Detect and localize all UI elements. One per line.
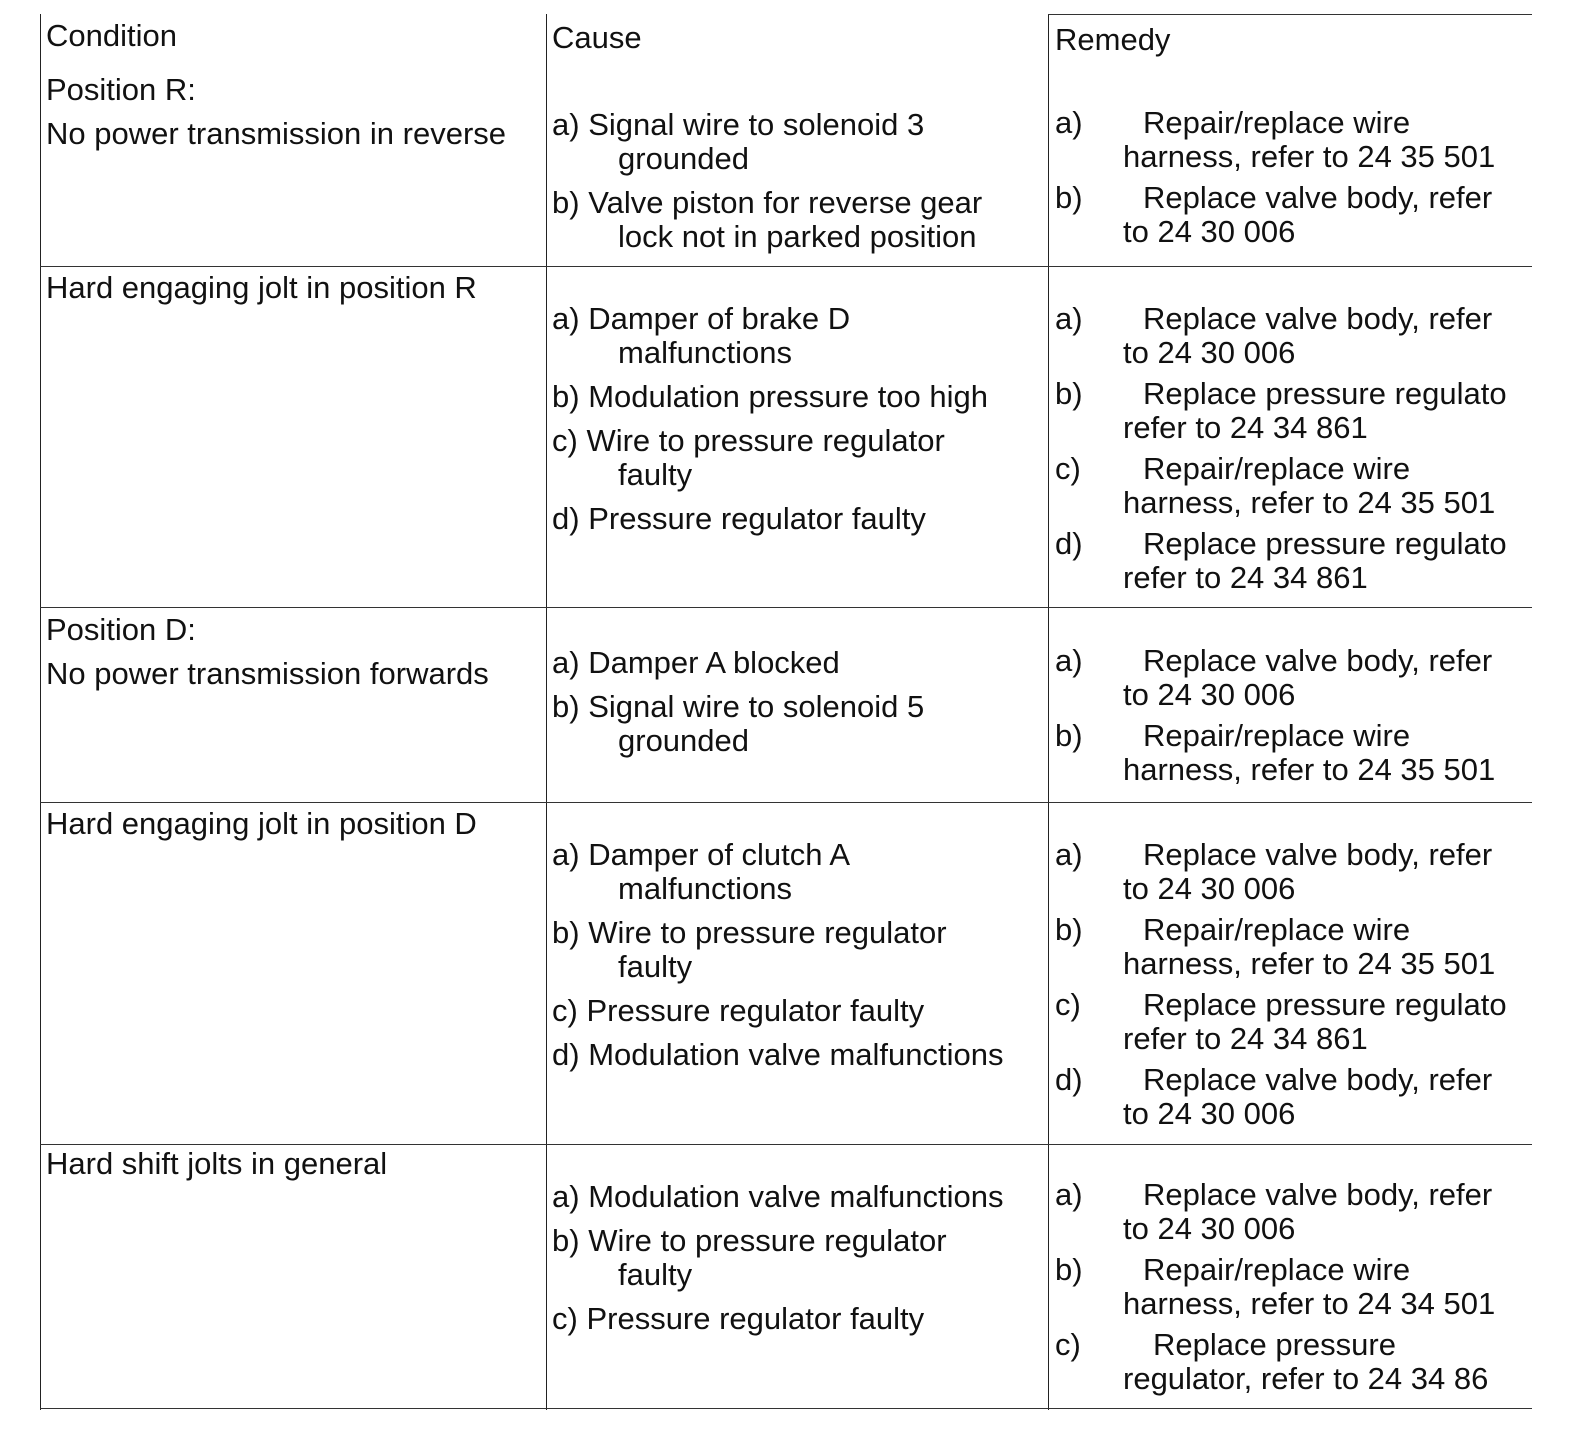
cause-text: Damper A blocked [588, 645, 840, 680]
remedy-item [1055, 181, 1495, 249]
cause-text: malfunctions [618, 335, 793, 370]
cause-text: Pressure regulator faulty [588, 501, 926, 536]
condition-cell [46, 72, 506, 152]
remedy-text: harness, refer to 24 35 501 [1123, 139, 1496, 174]
remedy-label: a) [1055, 105, 1083, 140]
remedy-label: b) [1055, 718, 1083, 753]
remedy-cell [1055, 838, 1507, 1138]
remedy-cell [1055, 644, 1495, 794]
remedy-text: Replace valve body, refer [1143, 180, 1493, 215]
cause-text: Damper of brake D [588, 301, 851, 336]
cause-label: d) [552, 501, 580, 536]
cause-text: malfunctions [618, 871, 793, 906]
cause-cell [552, 1180, 1003, 1346]
cause-label: c) [552, 993, 578, 1028]
cause-text: faulty [618, 457, 693, 492]
cause-text: faulty [618, 949, 693, 984]
cause-text: lock not in parked position [618, 219, 977, 254]
remedy-item [1055, 1253, 1495, 1321]
remedy-label: d) [1055, 1062, 1083, 1097]
cause-item [552, 1038, 1003, 1072]
cause-text: Damper of clutch A [588, 837, 851, 872]
header-cause: Cause [552, 20, 642, 55]
cause-item [552, 108, 982, 176]
cause-label: b) [552, 689, 580, 724]
cause-label: a) [552, 837, 580, 872]
remedy-text: Replace pressure regulato [1143, 987, 1507, 1022]
remedy-text: Repair/replace wire [1143, 451, 1411, 486]
remedy-text: to 24 30 006 [1123, 214, 1296, 249]
cause-label: b) [552, 185, 580, 220]
remedy-text: Repair/replace wire [1143, 912, 1411, 947]
condition-cell [46, 612, 489, 692]
remedy-cell [1055, 1178, 1495, 1403]
remedy-text: refer to 24 34 861 [1123, 1021, 1368, 1056]
remedy-item [1055, 527, 1507, 595]
condition-cell [46, 806, 477, 842]
condition-text: Hard engaging jolt in position D [46, 806, 477, 841]
remedy-cell [1055, 106, 1495, 256]
cause-item [552, 1302, 1003, 1336]
remedy-item [1055, 1328, 1495, 1396]
cause-item [552, 424, 988, 492]
cause-text: Modulation pressure too high [588, 379, 989, 414]
row-divider [40, 802, 1532, 803]
remedy-text: harness, refer to 24 35 501 [1123, 946, 1496, 981]
cause-item [552, 916, 1003, 984]
cause-text: Wire to pressure regulator [588, 915, 947, 950]
condition-text: Position D: [46, 612, 196, 647]
row-divider [40, 607, 1532, 608]
remedy-text: Replace valve body, refer [1143, 1177, 1493, 1212]
remedy-text: Repair/replace wire [1143, 718, 1411, 753]
cause-cell [552, 646, 924, 768]
condition-text: No power transmission in reverse [46, 116, 507, 151]
cause-label: b) [552, 915, 580, 950]
remedy-text: refer to 24 34 861 [1123, 410, 1368, 445]
cause-cell [552, 838, 1003, 1082]
cause-item [552, 186, 982, 254]
cause-cell [552, 108, 982, 264]
cause-label: d) [552, 1037, 580, 1072]
cause-label: c) [552, 1301, 578, 1336]
remedy-item [1055, 838, 1507, 906]
top-rule [1048, 14, 1532, 15]
remedy-text: to 24 30 006 [1123, 1096, 1296, 1131]
remedy-item [1055, 988, 1507, 1056]
cause-text: faulty [618, 1257, 693, 1292]
remedy-item [1055, 452, 1507, 520]
row-divider [40, 266, 1532, 267]
cause-text: Signal wire to solenoid 5 [588, 689, 925, 724]
remedy-text: Replace valve body, refer [1143, 301, 1493, 336]
condition-text: Hard shift jolts in general [46, 1146, 388, 1181]
column-divider-cause [546, 14, 547, 1410]
remedy-text: regulator, refer to 24 34 86 [1123, 1361, 1489, 1396]
cause-text: Pressure regulator faulty [586, 993, 925, 1028]
cause-item [552, 380, 988, 414]
remedy-label: a) [1055, 301, 1083, 336]
remedy-item [1055, 644, 1495, 712]
remedy-text: to 24 30 006 [1123, 1211, 1296, 1246]
remedy-label: c) [1055, 1327, 1081, 1362]
remedy-text: to 24 30 006 [1123, 677, 1296, 712]
cause-cell [552, 302, 988, 546]
remedy-item [1055, 377, 1507, 445]
remedy-label: b) [1055, 180, 1083, 215]
remedy-text: Replace valve body, refer [1143, 643, 1493, 678]
remedy-label: d) [1055, 526, 1083, 561]
remedy-text: to 24 30 006 [1123, 335, 1296, 370]
cause-text: grounded [618, 723, 750, 758]
cause-text: Wire to pressure regulator [588, 1223, 947, 1258]
remedy-label: b) [1055, 912, 1083, 947]
remedy-label: c) [1055, 451, 1081, 486]
left-border [40, 14, 41, 1410]
cause-item [552, 838, 1003, 906]
remedy-item [1055, 302, 1507, 370]
remedy-item [1055, 913, 1507, 981]
remedy-item [1055, 719, 1495, 787]
cause-text: Pressure regulator faulty [586, 1301, 925, 1336]
cause-item [552, 1224, 1003, 1292]
cause-item [552, 994, 1003, 1028]
cause-text: Wire to pressure regulator [586, 423, 945, 458]
remedy-text: harness, refer to 24 34 501 [1123, 1286, 1496, 1321]
condition-cell [46, 270, 477, 306]
remedy-text: harness, refer to 24 35 501 [1123, 485, 1496, 520]
cause-text: Modulation valve malfunctions [588, 1037, 1004, 1072]
cause-item [552, 302, 988, 370]
cause-item [552, 690, 924, 758]
remedy-text: Replace pressure regulato [1143, 526, 1507, 561]
header-remedy: Remedy [1055, 22, 1171, 57]
cause-label: a) [552, 645, 580, 680]
cause-label: a) [552, 301, 580, 336]
remedy-text: Replace valve body, refer [1143, 837, 1493, 872]
remedy-item [1055, 1178, 1495, 1246]
remedy-label: b) [1055, 1252, 1083, 1287]
remedy-text: Replace pressure regulato [1143, 376, 1507, 411]
remedy-text: Replace pressure [1153, 1327, 1396, 1362]
cause-item [552, 502, 988, 536]
cause-label: c) [552, 423, 578, 458]
condition-text: Hard engaging jolt in position R [46, 270, 477, 305]
remedy-label: b) [1055, 376, 1083, 411]
condition-cell [46, 1146, 387, 1182]
cause-label: b) [552, 379, 580, 414]
condition-text: Position R: [46, 72, 196, 107]
cause-text: Signal wire to solenoid 3 [588, 107, 925, 142]
condition-text: No power transmission forwards [46, 656, 489, 691]
remedy-label: a) [1055, 1177, 1083, 1212]
remedy-text: refer to 24 34 861 [1123, 560, 1368, 595]
remedy-text: Replace valve body, refer [1143, 1062, 1493, 1097]
cause-label: a) [552, 107, 580, 142]
row-divider [40, 1144, 1532, 1145]
cause-item [552, 646, 924, 680]
remedy-item [1055, 106, 1495, 174]
cause-label: b) [552, 1223, 580, 1258]
bottom-rule [40, 1408, 1532, 1409]
remedy-text: Repair/replace wire [1143, 1252, 1411, 1287]
remedy-item [1055, 1063, 1507, 1131]
cause-label: a) [552, 1179, 580, 1214]
remedy-label: a) [1055, 643, 1083, 678]
cause-text: Valve piston for reverse gear [588, 185, 983, 220]
remedy-text: harness, refer to 24 35 501 [1123, 752, 1496, 787]
column-divider-remedy [1048, 14, 1049, 1410]
remedy-text: to 24 30 006 [1123, 871, 1296, 906]
remedy-cell [1055, 302, 1507, 602]
remedy-text: Repair/replace wire [1143, 105, 1411, 140]
cause-item [552, 1180, 1003, 1214]
cause-text: grounded [618, 141, 750, 176]
remedy-label: a) [1055, 837, 1083, 872]
cause-text: Modulation valve malfunctions [588, 1179, 1004, 1214]
remedy-label: c) [1055, 987, 1081, 1022]
header-condition: Condition [46, 18, 177, 53]
